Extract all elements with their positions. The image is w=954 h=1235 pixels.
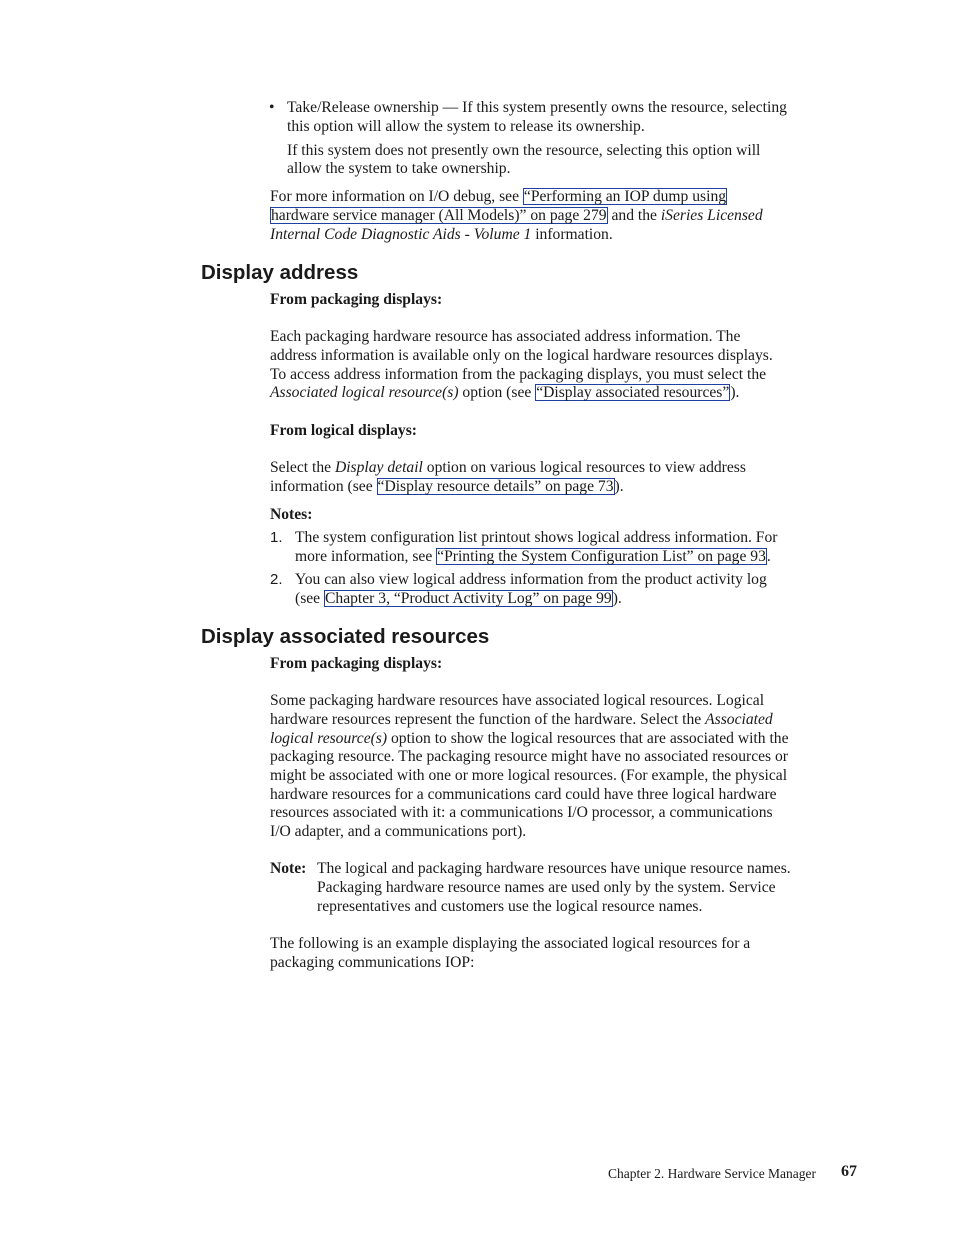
section1-subheading-packaging: From packaging displays: xyxy=(270,291,443,308)
section1-p1-mid: option (see xyxy=(458,384,536,401)
debug-para-line-3 xyxy=(270,225,613,244)
section1-p2-l2-post: ). xyxy=(614,478,624,495)
debug-para-pre: For more information on I/O debug, see xyxy=(270,188,523,205)
section2-p1-line-6: hardware resources for a communications card could have three logical hardware xyxy=(270,786,777,803)
section1-p1-line-4 xyxy=(270,383,739,402)
section1-p2-line-2 xyxy=(270,477,624,496)
debug-para-italic-1: iSeries Licensed xyxy=(660,207,763,224)
debug-para-post: information. xyxy=(531,226,613,243)
note-2-l2-pre: (see xyxy=(295,590,325,607)
section1-p1-line-1: Each packaging hardware resource has associated address information. The xyxy=(270,328,741,345)
section2-p1-l3-post: option to show the logical resources that are associated with the xyxy=(387,730,789,747)
section2-p1-line-8: I/O adapter, and a communications port). xyxy=(270,823,527,840)
bullet-mark: • xyxy=(269,99,275,116)
section2-p1-line-1: Some packaging hardware resources have associated logical resources. Logical xyxy=(270,692,765,709)
note-2-l2-post: ). xyxy=(612,590,622,607)
debug-para-line-2 xyxy=(270,206,763,225)
note-1-l2-post: . xyxy=(766,548,771,565)
section2-p2-line-2: packaging communications IOP: xyxy=(270,954,475,971)
section2-p1-line-2 xyxy=(270,710,773,729)
section2-p2-line-1: The following is an example displaying the associated logical resources for a xyxy=(270,935,751,952)
section1-subheading-logical: From logical displays: xyxy=(270,422,417,439)
bullet-para2-line-2: allow the system to take ownership. xyxy=(287,160,511,177)
debug-para-line-1 xyxy=(270,187,727,206)
notes-label: Notes: xyxy=(270,506,313,523)
section2-p1-l2-italic: Associated xyxy=(705,711,773,728)
footer-chapter: Chapter 2. Hardware Service Manager xyxy=(608,1166,817,1181)
product-activity-log-link[interactable]: Chapter 3, “Product Activity Log” on page 99 xyxy=(325,590,612,607)
section1-p1-post: ). xyxy=(730,384,740,401)
iop-dump-link-part2[interactable]: hardware service manager (All Models)” on page 279 xyxy=(271,207,607,224)
printing-system-config-list-link[interactable]: “Printing the System Configuration List” on page 93 xyxy=(437,548,766,565)
display-resource-details-link[interactable]: “Display resource details” on page 73 xyxy=(377,478,614,495)
display-associated-resources-link[interactable]: “Display associated resources” xyxy=(536,384,730,401)
display-detail-option: Display detail xyxy=(334,459,423,476)
section1-p2-pre: Select the xyxy=(270,459,335,476)
note-label: Note: xyxy=(270,860,307,877)
note-2-line-2 xyxy=(295,589,622,608)
note-number-1: 1. xyxy=(270,529,283,546)
debug-para-mid: and the xyxy=(607,207,661,224)
section1-p2-post: option on various logical resources to view address xyxy=(422,459,746,476)
note-line-2: Packaging hardware resource names are used only by the system. Service xyxy=(317,879,776,896)
section2-p1-l3-italic: logical resource(s) xyxy=(270,730,388,747)
note-2-line-1: You can also view logical address information from the product activity log xyxy=(295,571,767,588)
note-1-line-2 xyxy=(295,547,771,566)
bullet-line-2: this option will allow the system to release its ownership. xyxy=(287,118,645,135)
section2-p1-line-7: resources associated with it: a communications I/O processor, a communications xyxy=(270,804,773,821)
section1-p2-line-1 xyxy=(270,458,746,477)
bullet-para2-line-1: If this system does not presently own the resource, selecting this option will xyxy=(287,142,761,159)
iop-dump-link-part1[interactable]: “Performing an IOP dump using xyxy=(523,188,727,205)
section1-p1-line-3: To access address information from the packaging displays, you must select the xyxy=(270,366,767,383)
note-line-1: The logical and packaging hardware resources have unique resource names. xyxy=(317,860,791,877)
section2-p1-line-3 xyxy=(270,729,789,748)
bullet-line-1: Take/Release ownership — If this system presently owns the resource, selecting xyxy=(287,99,787,116)
page-number: 67 xyxy=(841,1163,857,1180)
section-title-display-address: Display address xyxy=(201,261,359,284)
note-line-3: representatives and customers use the logical resource names. xyxy=(317,898,703,915)
section1-p2-l2-pre: information (see xyxy=(270,478,377,495)
debug-para-italic-2: Internal Code Diagnostic Aids - Volume 1 xyxy=(270,226,532,243)
associated-logical-resources-option: Associated logical resource(s) xyxy=(270,384,459,401)
section1-p1-line-2: address information is available only on the logical hardware resources displays. xyxy=(270,347,773,364)
section2-p1-line-4: packaging resource. The packaging resource might have no associated resources or xyxy=(270,748,788,765)
note-1-l2-pre: more information, see xyxy=(295,548,437,565)
section2-p1-line-5: might be associated with one or more logical resources. (For example, the physical xyxy=(270,767,788,784)
note-1-line-1: The system configuration list printout shows logical address information. For xyxy=(295,529,778,546)
section2-subheading-packaging: From packaging displays: xyxy=(270,655,443,672)
section-title-display-associated-resources: Display associated resources xyxy=(201,625,490,648)
section2-p1-l2-pre: hardware resources represent the function of the hardware. Select the xyxy=(270,711,706,728)
note-number-2: 2. xyxy=(270,571,283,588)
